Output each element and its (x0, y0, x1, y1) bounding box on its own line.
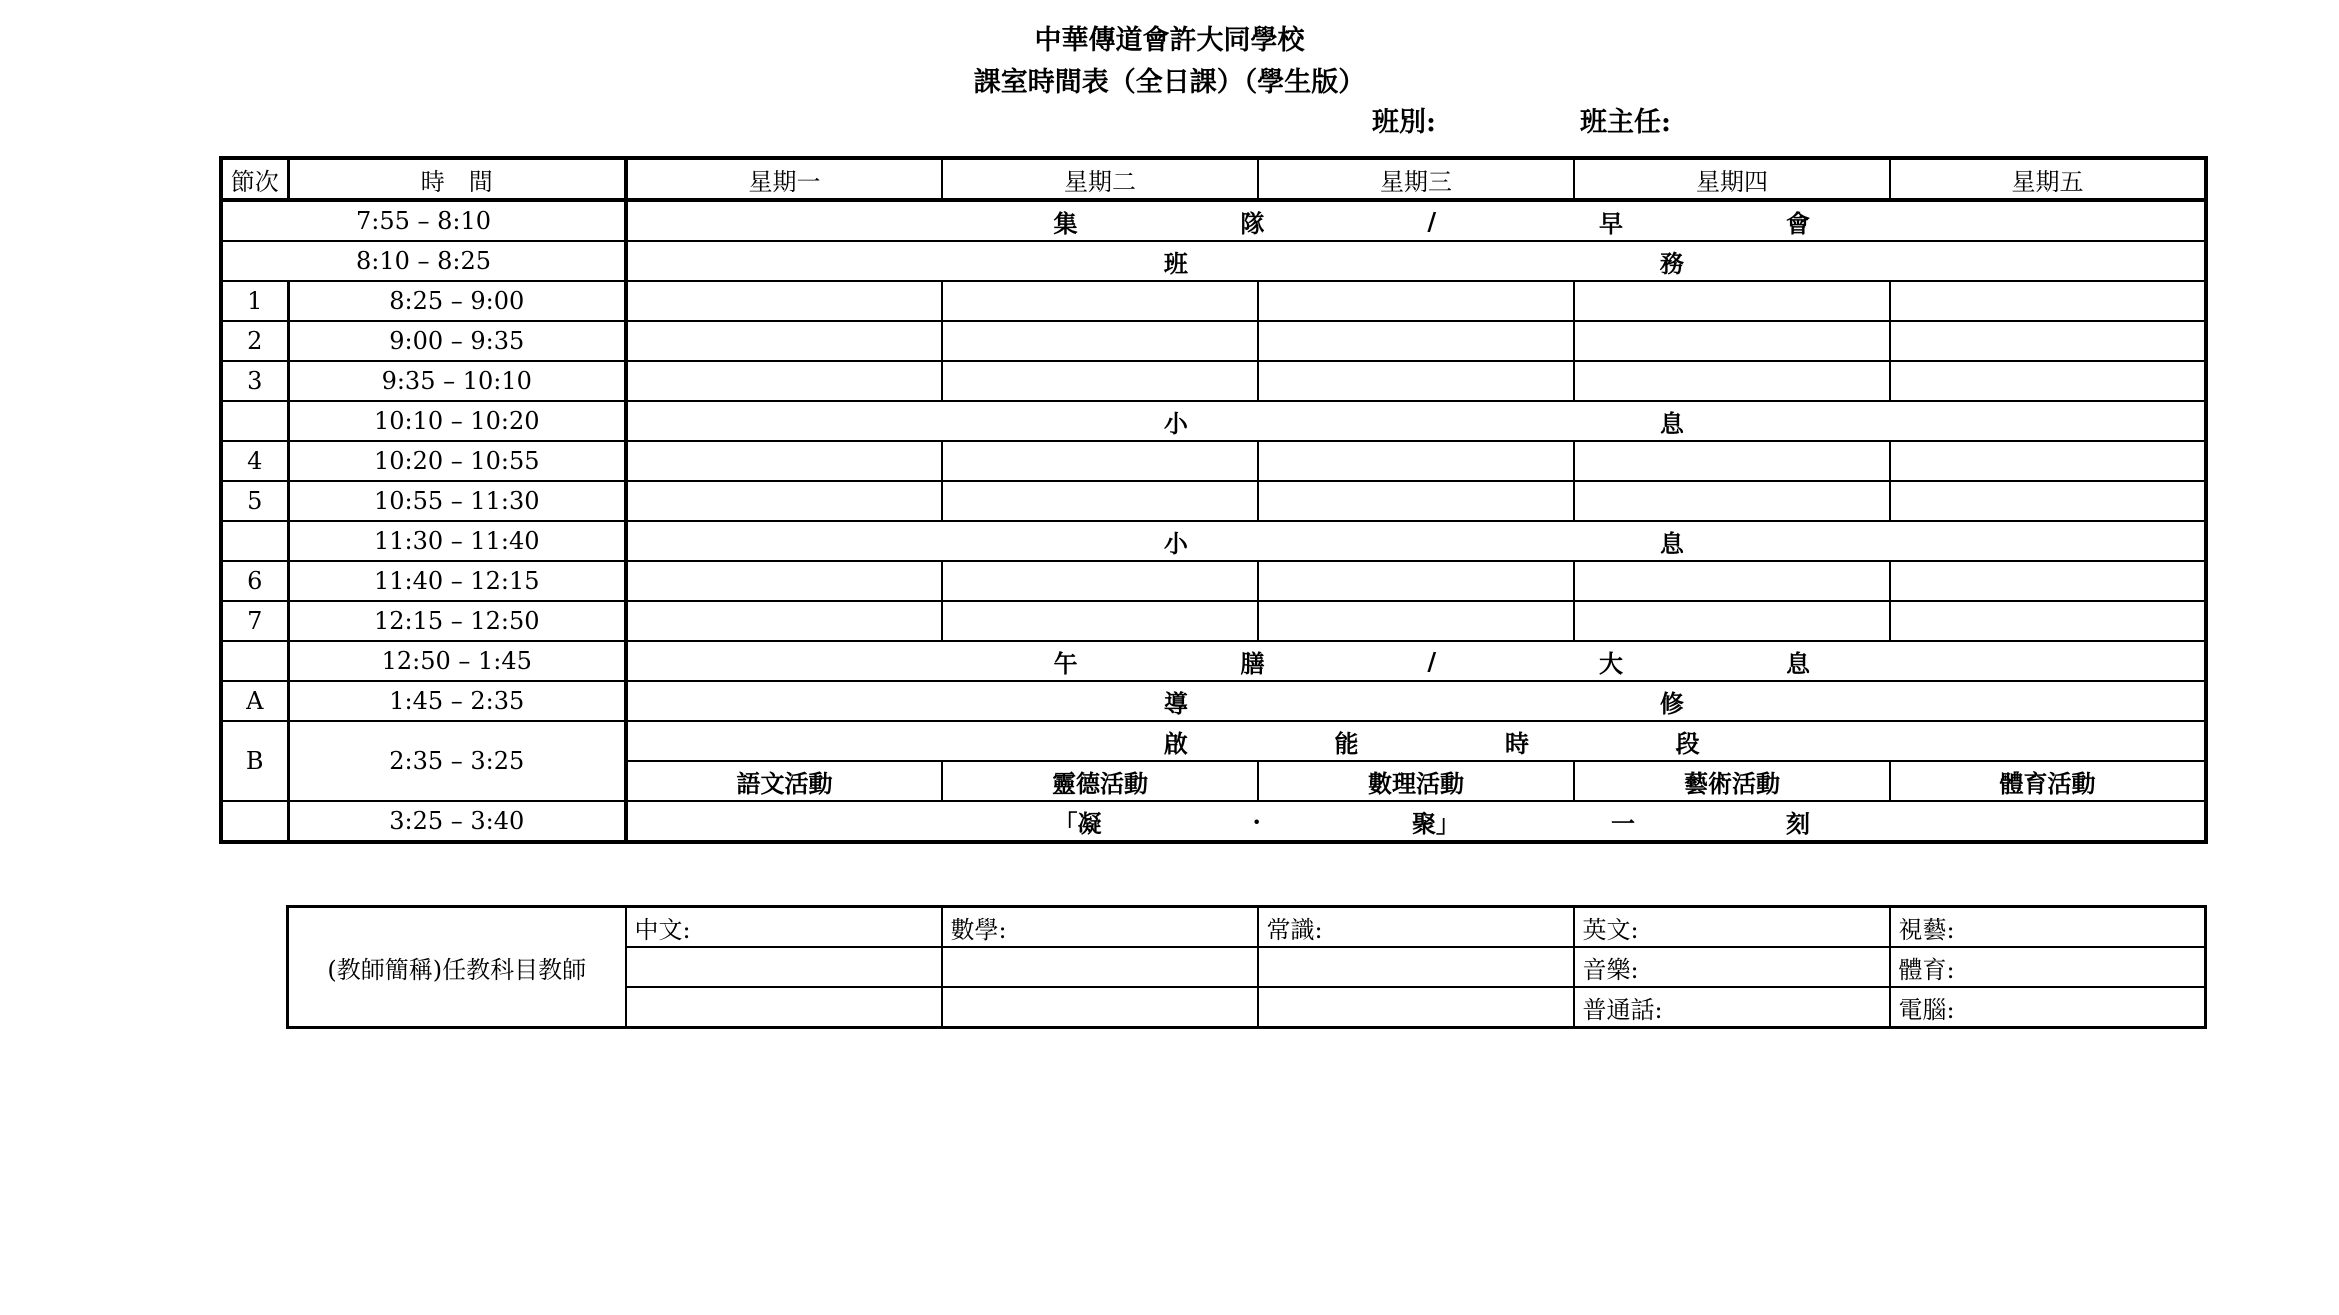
span-char: 聚」 (1411, 808, 1460, 838)
subject-teacher-cell[interactable]: 常識: (1258, 907, 1574, 948)
span-char: / (1427, 206, 1437, 236)
span-char: 時 (1505, 728, 1530, 758)
time-cell: 11:40 – 12:15 (288, 561, 626, 601)
lesson-cell[interactable] (1258, 361, 1574, 401)
period-cell: A (221, 681, 288, 721)
lesson-cell[interactable] (1258, 441, 1574, 481)
period-cell: 1 (221, 281, 288, 321)
col-day: 星期三 (1258, 158, 1574, 200)
time-cell: 12:50 – 1:45 (288, 641, 626, 681)
time-cell: 10:10 – 10:20 (288, 401, 626, 441)
span-label (1164, 724, 1700, 759)
span-label (1054, 644, 1810, 679)
span-label (1054, 804, 1810, 839)
lesson-cell[interactable] (1574, 361, 1890, 401)
span-cell (626, 200, 2206, 241)
span-char: 隊 (1240, 208, 1265, 238)
lesson-cell[interactable] (1574, 281, 1890, 321)
period-cell: 7 (221, 601, 288, 641)
span-char: 息 (1659, 528, 1684, 558)
lesson-cell[interactable] (1890, 441, 2206, 481)
col-time: 時 間 (288, 158, 626, 200)
timetable-row (221, 361, 2206, 401)
teachers-label: (教師簡稱)任教科目教師 (288, 907, 626, 1028)
subject-teacher-cell[interactable] (1258, 987, 1574, 1028)
subject-teacher-cell[interactable]: 音樂: (1574, 947, 1890, 987)
lesson-cell[interactable] (1890, 281, 2206, 321)
lesson-cell[interactable] (1574, 601, 1890, 641)
activity-cell: 藝術活動 (1574, 761, 1890, 801)
period-cell: 6 (221, 561, 288, 601)
class-label: 班別: (1372, 107, 1436, 138)
lesson-cell[interactable] (942, 361, 1258, 401)
span-label (1164, 404, 1684, 439)
period-cell: 2 (221, 321, 288, 361)
lesson-cell[interactable] (942, 321, 1258, 361)
period-cell (221, 801, 288, 842)
period-cell (221, 401, 288, 441)
lesson-cell[interactable] (1890, 601, 2206, 641)
lesson-cell[interactable] (942, 441, 1258, 481)
timetable-row (221, 241, 2206, 281)
span-char: 大 (1599, 648, 1624, 678)
subject-teacher-cell[interactable]: 體育: (1890, 947, 2206, 987)
subject-teacher-cell[interactable]: 英文: (1574, 907, 1890, 948)
lesson-cell[interactable] (1258, 321, 1574, 361)
lesson-cell[interactable] (626, 321, 942, 361)
period-cell: B (221, 721, 288, 801)
subject-teacher-cell[interactable]: 電腦: (1890, 987, 2206, 1028)
span-char: 集 (1053, 208, 1078, 238)
span-char: 早 (1599, 208, 1624, 238)
timetable-row (221, 441, 2206, 481)
timetable (219, 156, 2208, 844)
subject-teacher-cell[interactable] (942, 947, 1258, 987)
teachers-table (286, 905, 2207, 1029)
span-char: 段 (1675, 728, 1700, 758)
lesson-cell[interactable] (1258, 281, 1574, 321)
lesson-cell[interactable] (1574, 441, 1890, 481)
lesson-cell[interactable] (626, 281, 942, 321)
timetable-row (221, 281, 2206, 321)
span-char: 刻 (1786, 808, 1810, 838)
timetable-header (221, 158, 2206, 200)
lesson-cell[interactable] (1890, 561, 2206, 601)
lesson-cell[interactable] (626, 561, 942, 601)
span-char: 能 (1334, 728, 1359, 758)
activity-cell: 體育活動 (1890, 761, 2206, 801)
lesson-cell[interactable] (1574, 561, 1890, 601)
subject-teacher-cell[interactable]: 數學: (942, 907, 1258, 948)
span-char: 一 (1610, 808, 1635, 838)
lesson-cell[interactable] (1574, 321, 1890, 361)
timetable-row (221, 721, 2206, 761)
lesson-cell[interactable] (942, 281, 1258, 321)
col-day: 星期二 (942, 158, 1258, 200)
lesson-cell[interactable] (1890, 321, 2206, 361)
time-cell: 10:55 – 11:30 (288, 481, 626, 521)
period-cell: 5 (221, 481, 288, 521)
lesson-cell[interactable] (626, 601, 942, 641)
subject-teacher-cell[interactable] (626, 987, 942, 1028)
time-cell: 3:25 – 3:40 (288, 801, 626, 842)
span-char: 會 (1785, 208, 1810, 238)
col-period: 節次 (221, 158, 288, 200)
lesson-cell[interactable] (942, 561, 1258, 601)
col-day: 星期五 (1890, 158, 2206, 200)
timetable-row (221, 601, 2206, 641)
col-day: 星期一 (626, 158, 942, 200)
timetable-row (221, 801, 2206, 842)
school-name: 中華傳道會許大同學校 (1034, 25, 1305, 56)
span-char: 膳 (1240, 648, 1265, 678)
span-char: 班 (1163, 248, 1188, 278)
period-cell (221, 641, 288, 681)
span-cell (626, 721, 2206, 761)
subject-teacher-cell[interactable]: 普通話: (1574, 987, 1890, 1028)
subject-teacher-cell[interactable] (1258, 947, 1574, 987)
span-label (1164, 524, 1684, 559)
timetable-row (221, 401, 2206, 441)
span-cell (626, 401, 2206, 441)
lesson-cell[interactable] (942, 481, 1258, 521)
lesson-cell[interactable] (626, 481, 942, 521)
timetable-row (221, 561, 2206, 601)
subject-teacher-cell[interactable] (626, 947, 942, 987)
time-cell: 8:10 – 8:25 (221, 241, 626, 281)
lesson-cell[interactable] (1890, 481, 2206, 521)
timetable-row (221, 200, 2206, 241)
lesson-cell[interactable] (626, 361, 942, 401)
time-cell: 11:30 – 11:40 (288, 521, 626, 561)
span-char: / (1427, 646, 1437, 676)
span-char: 導 (1163, 688, 1188, 718)
span-char: 「凝 (1053, 808, 1102, 838)
span-char: 務 (1659, 248, 1684, 278)
subject-teacher-cell[interactable] (942, 987, 1258, 1028)
subject-teacher-cell[interactable]: 視藝: (1890, 907, 2206, 948)
activity-cell: 靈德活動 (942, 761, 1258, 801)
time-cell: 7:55 – 8:10 (221, 200, 626, 241)
span-char: 修 (1659, 688, 1684, 718)
span-cell (626, 521, 2206, 561)
span-char: 息 (1659, 408, 1684, 438)
time-cell: 1:45 – 2:35 (288, 681, 626, 721)
timetable-row (221, 521, 2206, 561)
period-cell (221, 521, 288, 561)
span-char: 午 (1053, 648, 1078, 678)
col-day: 星期四 (1574, 158, 1890, 200)
lesson-cell[interactable] (1258, 601, 1574, 641)
time-cell: 12:15 – 12:50 (288, 601, 626, 641)
lesson-cell[interactable] (626, 441, 942, 481)
span-cell (626, 641, 2206, 681)
period-cell: 3 (221, 361, 288, 401)
lesson-cell[interactable] (942, 601, 1258, 641)
span-label (1164, 244, 1684, 279)
page-title: 課室時間表（全日課）（學生版） (973, 67, 1366, 98)
period-cell: 4 (221, 441, 288, 481)
teacher-row (288, 907, 2206, 948)
span-cell (626, 241, 2206, 281)
lesson-cell[interactable] (1258, 561, 1574, 601)
time-cell: 2:35 – 3:25 (288, 721, 626, 801)
timetable-row (221, 681, 2206, 721)
time-cell: 9:35 – 10:10 (288, 361, 626, 401)
span-char: 息 (1785, 648, 1810, 678)
time-cell: 9:00 – 9:35 (288, 321, 626, 361)
timetable-row (221, 321, 2206, 361)
subject-teacher-cell[interactable]: 中文: (626, 907, 942, 948)
lesson-cell[interactable] (1890, 361, 2206, 401)
activity-cell: 語文活動 (626, 761, 942, 801)
span-char: 小 (1163, 408, 1188, 438)
lesson-cell[interactable] (1258, 481, 1574, 521)
span-label (1164, 684, 1684, 719)
timetable-row (221, 481, 2206, 521)
span-label (1054, 204, 1810, 239)
lesson-cell[interactable] (1574, 481, 1890, 521)
span-cell (626, 681, 2206, 721)
span-char: 小 (1163, 528, 1188, 558)
span-char: 啟 (1163, 728, 1188, 758)
time-cell: 10:20 – 10:55 (288, 441, 626, 481)
time-cell: 8:25 – 9:00 (288, 281, 626, 321)
class-teacher-label: 班主任: (1580, 107, 1671, 138)
activity-cell: 數理活動 (1258, 761, 1574, 801)
timetable-row (221, 641, 2206, 681)
span-cell (626, 801, 2206, 842)
span-char: · (1252, 806, 1261, 836)
